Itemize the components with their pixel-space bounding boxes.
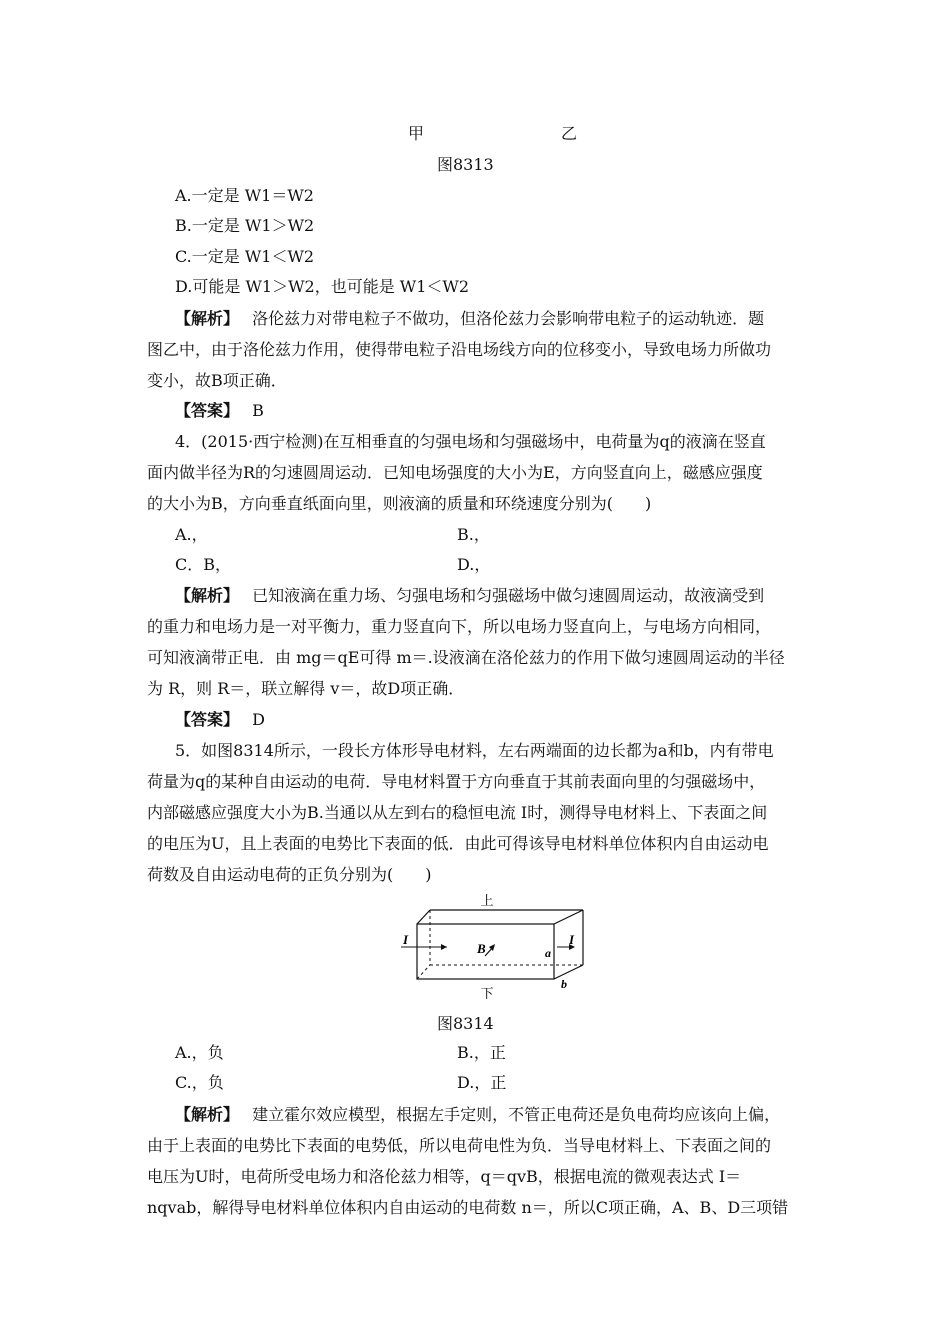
label-I-left: I	[403, 932, 409, 947]
q4-analysis-line-3: 可知液滴带正电．由 mg＝qE可得 m＝.设液滴在洛伦兹力的作用下做匀速圆周运动的半径	[147, 648, 785, 667]
q5-analysis-line-2: 由于上表面的电势比下表面的电势低，所以电荷电性为负．当导电材料上、下表面之间的	[147, 1136, 772, 1155]
label-I-right: I	[569, 932, 575, 947]
q5-analysis-line-1: 【解析】 建立霍尔效应模型，根据左手定则，不管正电荷还是负电荷均应该向上偏，	[175, 1105, 781, 1124]
q4-stem-line-1: 4．(2015·西宁检测)在互相垂直的匀强电场和匀强磁场中，电荷量为q的液滴在竖直	[175, 432, 766, 451]
q5-option-a: A.，负	[175, 1043, 224, 1062]
figure-8314-diagram	[395, 892, 590, 1004]
label-B: B	[477, 941, 486, 956]
q5-stem-line-5: 荷数及自由运动电荷的正负分别为( )	[147, 865, 432, 884]
q3-option-d: D.可能是 W1＞W2，也可能是 W1＜W2	[175, 277, 470, 296]
figure-caption-8313: 图8313	[437, 155, 494, 174]
q5-option-d: D.，正	[457, 1073, 507, 1092]
q5-stem-line-4: 的电压为U，且上表面的电势比下表面的低．由此可得该导电材料单位体积内自由运动电	[147, 834, 769, 853]
q3-analysis-line-3: 变小，故B项正确．	[147, 371, 287, 390]
analysis-tag: 【解析】	[175, 1105, 232, 1124]
q4-option-a: A.，	[175, 525, 208, 544]
q5-analysis-line-3: 电压为U时，电荷所受电场力和洛伦兹力相等，q＝qvB，根据电流的微观表达式 I＝	[147, 1167, 742, 1186]
q5-option-b: B.，正	[457, 1043, 506, 1062]
q3-answer	[175, 401, 264, 421]
answer-value: D	[252, 710, 265, 729]
q4-answer	[175, 710, 265, 730]
q3-option-c: C.一定是 W1＜W2	[175, 247, 315, 266]
q4-analysis-line-1: 【解析】 已知液滴在重力场、匀强电场和匀强磁场中做匀速圆周运动，故液滴受到	[175, 586, 765, 605]
q3-option-b: B.一定是 W1＞W2	[175, 216, 315, 235]
q4-stem-line-2: 面内做半径为R的匀速圆周运动．已知电场强度的大小为E，方向竖直向上，磁感应强度	[147, 463, 763, 482]
q4-analysis-line-4: 为 R，则 R＝，联立解得 v＝，故D项正确．	[147, 679, 465, 698]
arrow-head-icon	[441, 944, 447, 950]
figure-label-jia: 甲	[408, 124, 425, 143]
q4-option-b: B.，	[457, 525, 490, 544]
q5-stem-line-1: 5．如图8314所示，一段长方体形导电材料，左右两端面的边长都为a和b，内有带电	[175, 741, 774, 760]
q4-analysis-line-2: 的重力和电场力是一对平衡力，重力竖直向下，所以电场力竖直向上，与电场方向相同，	[147, 617, 772, 636]
answer-tag: 【答案】	[175, 710, 232, 729]
q4-option-c: C．B，	[175, 555, 232, 574]
label-a: a	[545, 946, 551, 960]
label-top: 上	[480, 893, 494, 908]
answer-value: B	[252, 401, 264, 420]
figure-label-yi: 乙	[561, 124, 578, 143]
q5-stem-line-3: 内部磁感应强度大小为B.当通以从左到右的稳恒电流 I时，测得导电材料上、下表面之间	[147, 803, 768, 822]
q5-stem-line-2: 荷量为q的某种自由运动的电荷．导电材料置于方向垂直于其前表面向里的匀强磁场中，	[147, 772, 766, 791]
label-bottom: 下	[480, 986, 494, 1001]
q5-option-c: C.，负	[175, 1073, 224, 1092]
q3-option-a: A.一定是 W1＝W2	[175, 186, 314, 205]
figure-caption-8314: 图8314	[437, 1014, 494, 1033]
q5-analysis-line-4: nqvab，解得导电材料单位体积内自由运动的电荷数 n＝，所以C项正确，A、B、D三项错	[147, 1198, 789, 1217]
q3-analysis-line-2: 图乙中，由于洛伦兹力作用，使得带电粒子沿电场线方向的位移变小，导致电场力所做功	[147, 340, 772, 359]
q4-stem-line-3: 的大小为B，方向垂直纸面向里，则液滴的质量和环绕速度分别为( )	[147, 494, 652, 513]
q4-option-d: D.，	[457, 555, 491, 574]
analysis-tag: 【解析】	[175, 586, 232, 605]
analysis-tag: 【解析】	[175, 309, 232, 328]
q3-analysis-line-1: 【解析】 洛伦兹力对带电粒子不做功，但洛伦兹力会影响带电粒子的运动轨迹．题	[175, 309, 765, 328]
label-b: b	[561, 977, 567, 991]
answer-tag: 【答案】	[175, 401, 232, 420]
